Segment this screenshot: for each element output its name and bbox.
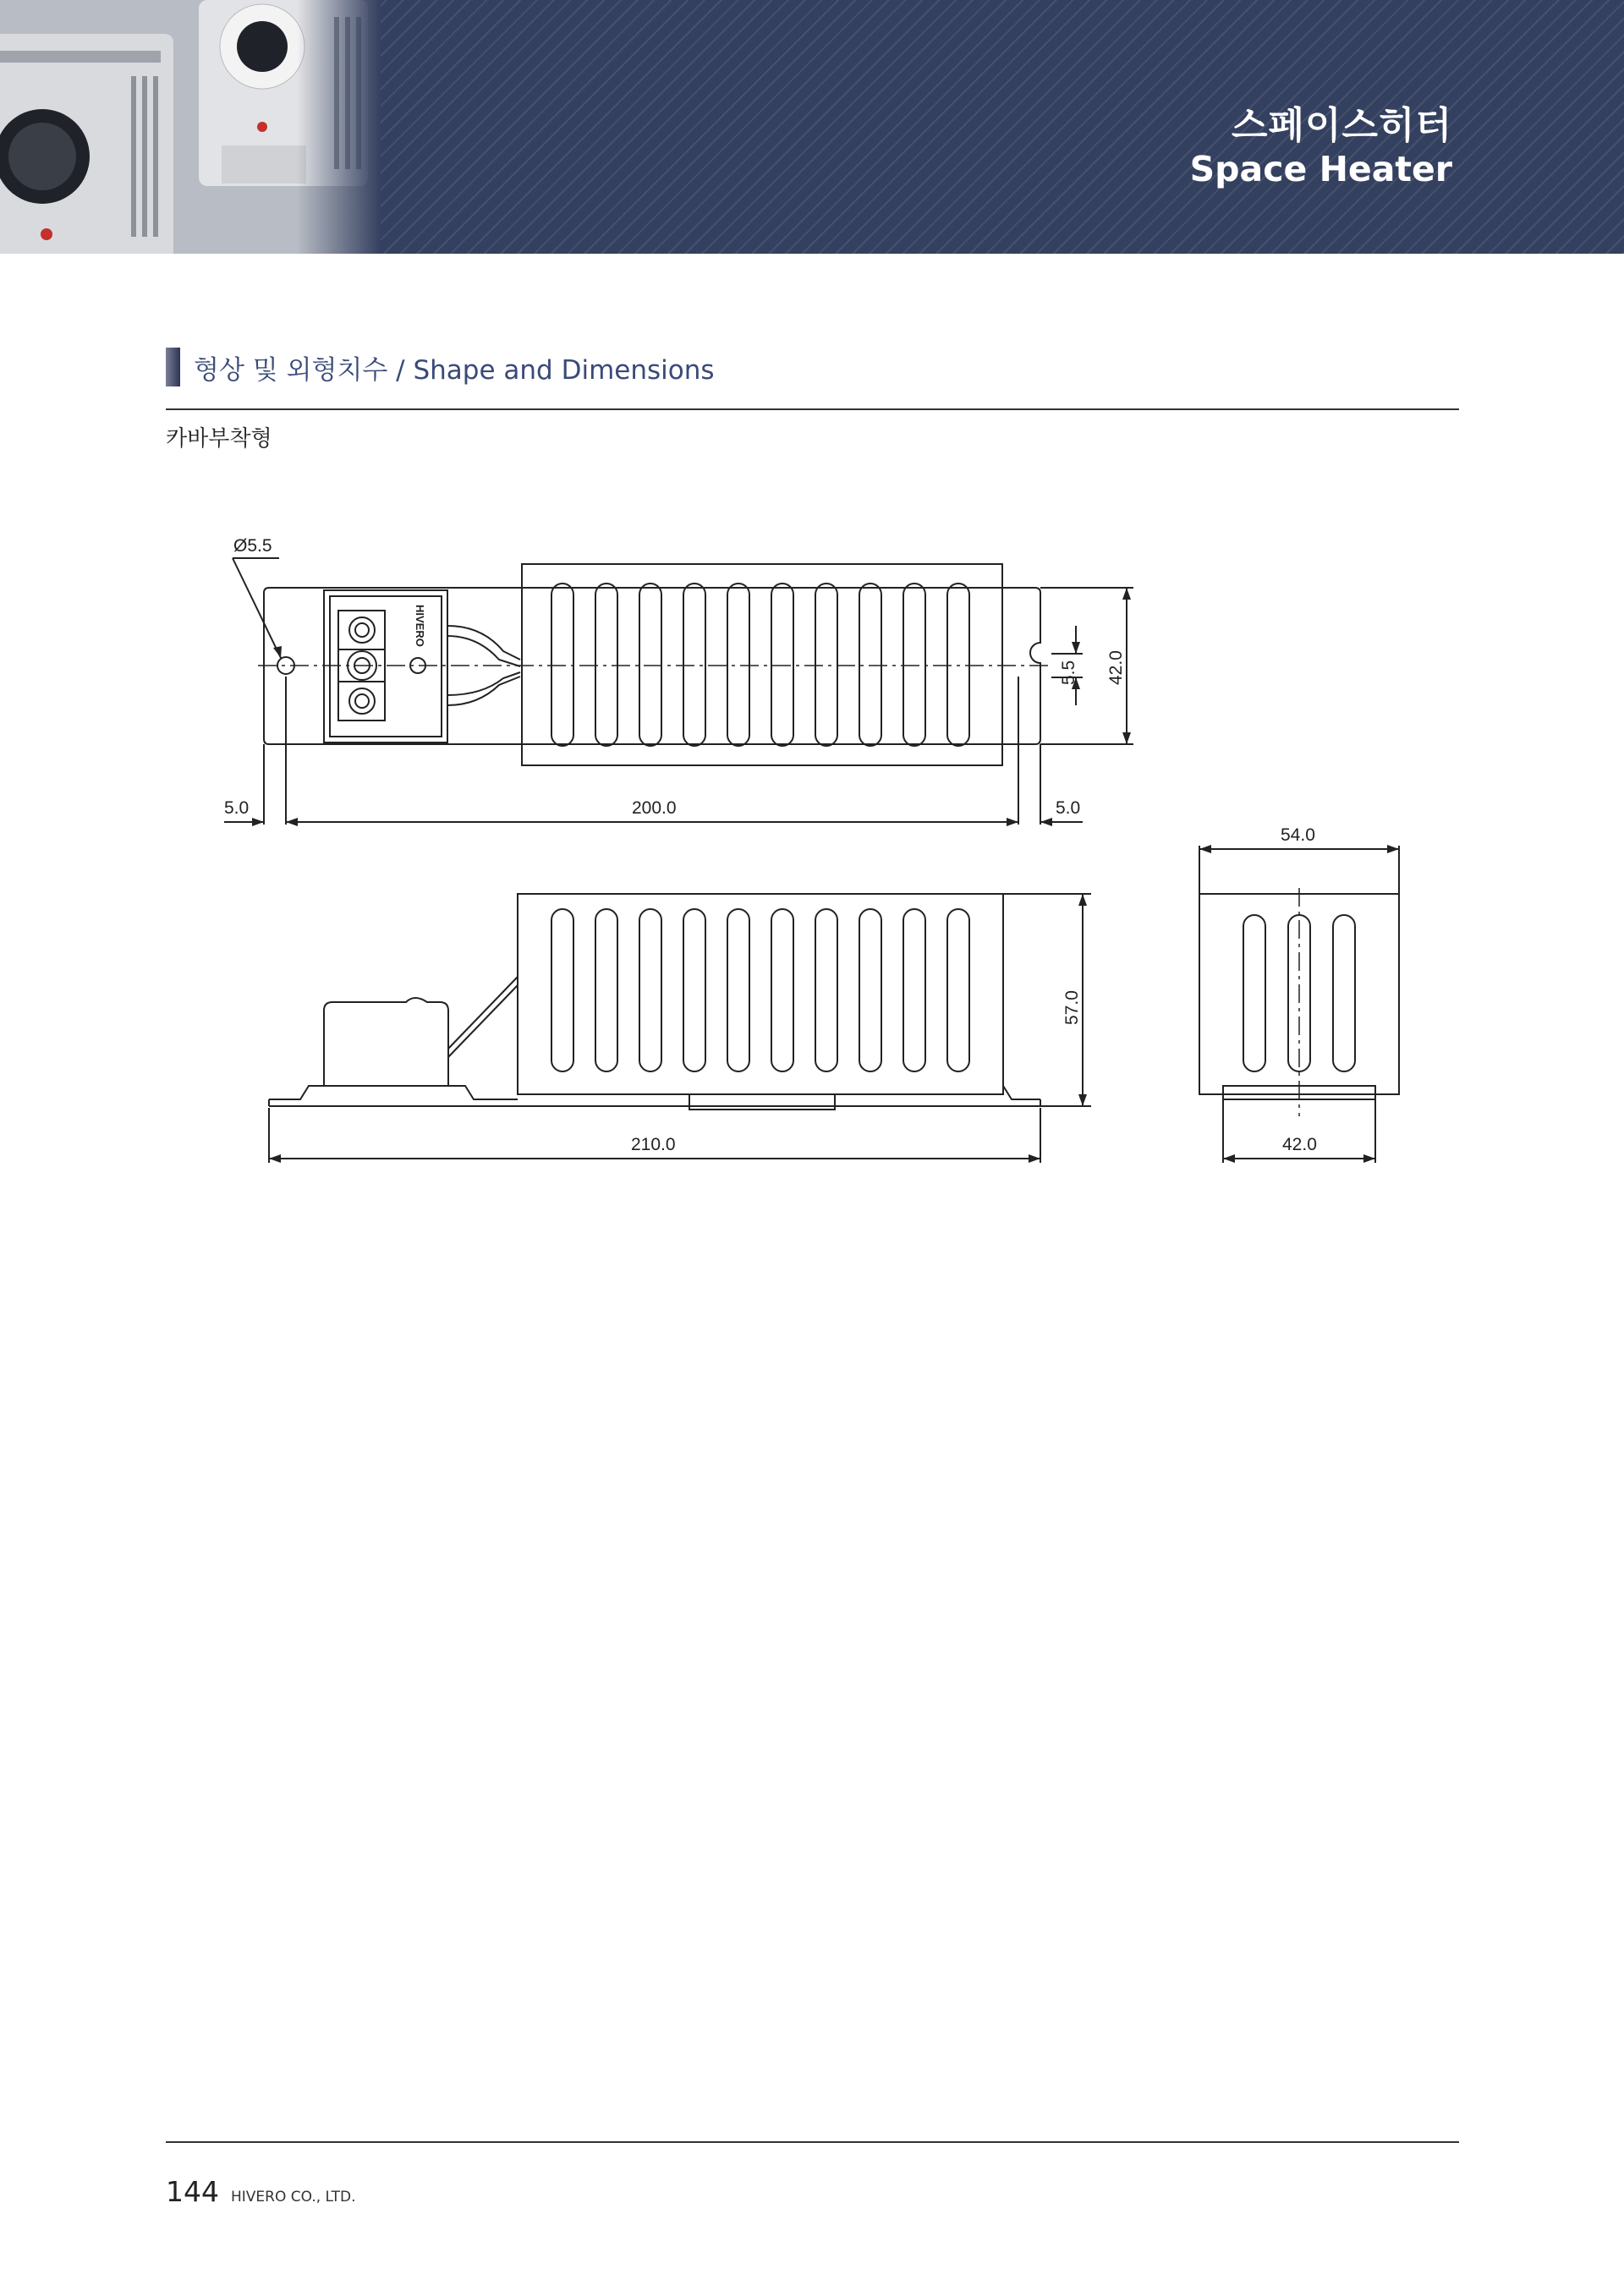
dim-end-inner-width: 42.0 bbox=[1282, 1135, 1317, 1154]
dimension-arrows bbox=[252, 588, 1399, 1163]
section-heading bbox=[166, 348, 715, 386]
company-name: HIVERO CO., LTD. bbox=[231, 2189, 356, 2206]
heater-cover-top-view bbox=[522, 564, 1002, 765]
page-title-english: Space Heater bbox=[1189, 149, 1452, 189]
product-photo bbox=[0, 0, 381, 254]
dim-end-outer-width: 54.0 bbox=[1281, 825, 1315, 845]
page-title-korean: 스페이스히터 bbox=[1231, 104, 1452, 147]
footer-divider bbox=[166, 2141, 1459, 2143]
brand-label: HIVERO bbox=[414, 605, 426, 647]
dim-top-left-margin: 5.0 bbox=[224, 798, 250, 818]
dimension-drawing bbox=[211, 524, 1413, 1175]
dim-overall-length: 210.0 bbox=[631, 1135, 676, 1154]
dim-body-width: 42.0 bbox=[1106, 650, 1126, 685]
page-number: 144 bbox=[166, 2175, 219, 2208]
dim-top-right-margin: 5.0 bbox=[1056, 798, 1081, 818]
page-footer bbox=[166, 2175, 356, 2208]
section-heading-text: 형상 및 외형치수 / Shape and Dimensions bbox=[194, 354, 715, 386]
terminal-cover-side-view bbox=[324, 998, 448, 1086]
dim-slot-width: 5.5 bbox=[1059, 660, 1078, 685]
dim-hole-diameter: Ø5.5 bbox=[233, 536, 272, 556]
heading-marker bbox=[166, 348, 180, 386]
louver-slots bbox=[551, 584, 1355, 1071]
section-divider bbox=[166, 408, 1459, 410]
page-header-banner bbox=[0, 0, 1624, 254]
dim-height: 57.0 bbox=[1062, 990, 1082, 1025]
product-subtype-label: 카바부착형 bbox=[166, 426, 272, 452]
dim-hole-span: 200.0 bbox=[632, 798, 677, 818]
heater-cover-side-view bbox=[518, 894, 1003, 1094]
